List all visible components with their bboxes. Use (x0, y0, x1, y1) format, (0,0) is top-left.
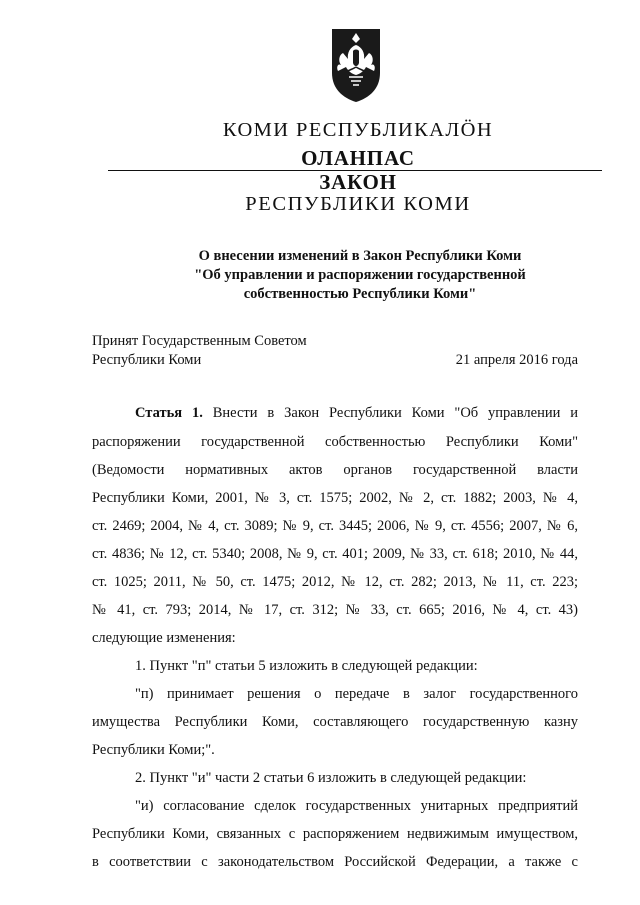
law-title-line-3: собственностью Республики Коми" (243, 286, 477, 302)
item-1-text-line: Республики Коми;". (92, 742, 215, 758)
article-label: Статья 1. (135, 405, 203, 421)
item-2-text-line: в соответствии с законодательством Российской Федерации, а также с (92, 854, 578, 870)
item-1-heading: 1. Пункт "п" статьи 5 изложить в следующей редакции: (135, 658, 478, 674)
header-line-1: КОМИ РЕСПУБЛИКАЛӦН (222, 119, 494, 141)
header-line-3: ЗАКОН (319, 170, 397, 194)
item-2-text-line: Республики Коми, связанных с распоряжением недвижимым имуществом, (92, 826, 578, 842)
article-line: распоряжении государственной собственностью Республики Коми" (92, 434, 578, 450)
article-line-text: Внести в Закон Республики Коми "Об управлении и (202, 405, 578, 421)
article-line: № 41, ст. 793; 2014, № 17, ст. 312; № 33, ст. 665; 2016, № 4, ст. 43) (92, 602, 578, 618)
article-line: (Ведомости нормативных актов органов государственной власти (92, 462, 578, 478)
header-line-4: РЕСПУБЛИКИ КОМИ (245, 193, 471, 215)
item-2-heading: 2. Пункт "и" части 2 статьи 6 изложить в следующей редакции: (135, 770, 527, 786)
adoption-date: 21 апреля 2016 года (455, 352, 578, 368)
article-line: ст. 1025; 2011, № 50, ст. 1475; 2012, № 12, ст. 282; 2013, № 11, ст. 223; (92, 574, 578, 590)
komi-coat-of-arms-icon (329, 27, 383, 103)
adoption-line-2: Республики Коми (92, 352, 202, 368)
article-line: Республики Коми, 2001, № 3, ст. 1575; 2002, № 2, ст. 1882; 2003, № 4, (92, 490, 578, 506)
item-2-text-line: "и) согласование сделок государственных унитарных предприятий (135, 798, 578, 814)
article-line (135, 405, 578, 422)
header-line-2: ОЛАНПАС (301, 146, 415, 170)
law-title-line-2: "Об управлении и распоряжении государственной (194, 267, 526, 283)
adoption-line-1: Принят Государственным Советом (92, 333, 307, 349)
article-line: ст. 4836; № 12, ст. 5340; 2008, № 9, ст. 401; 2009, № 33, ст. 618; 2010, № 44, (92, 546, 578, 562)
item-1-text-line: имущества Республики Коми, составляющего государственную казну (92, 714, 578, 730)
article-line: ст. 2469; 2004, № 4, ст. 3089; № 9, ст. 3445; 2006, № 9, ст. 4556; 2007, № 6, (92, 518, 578, 534)
law-title-line-1: О внесении изменений в Закон Республики Коми (198, 248, 522, 264)
item-1-text-line: "п) принимает решения о передаче в залог государственного (135, 686, 578, 702)
article-line: следующие изменения: (92, 630, 236, 646)
